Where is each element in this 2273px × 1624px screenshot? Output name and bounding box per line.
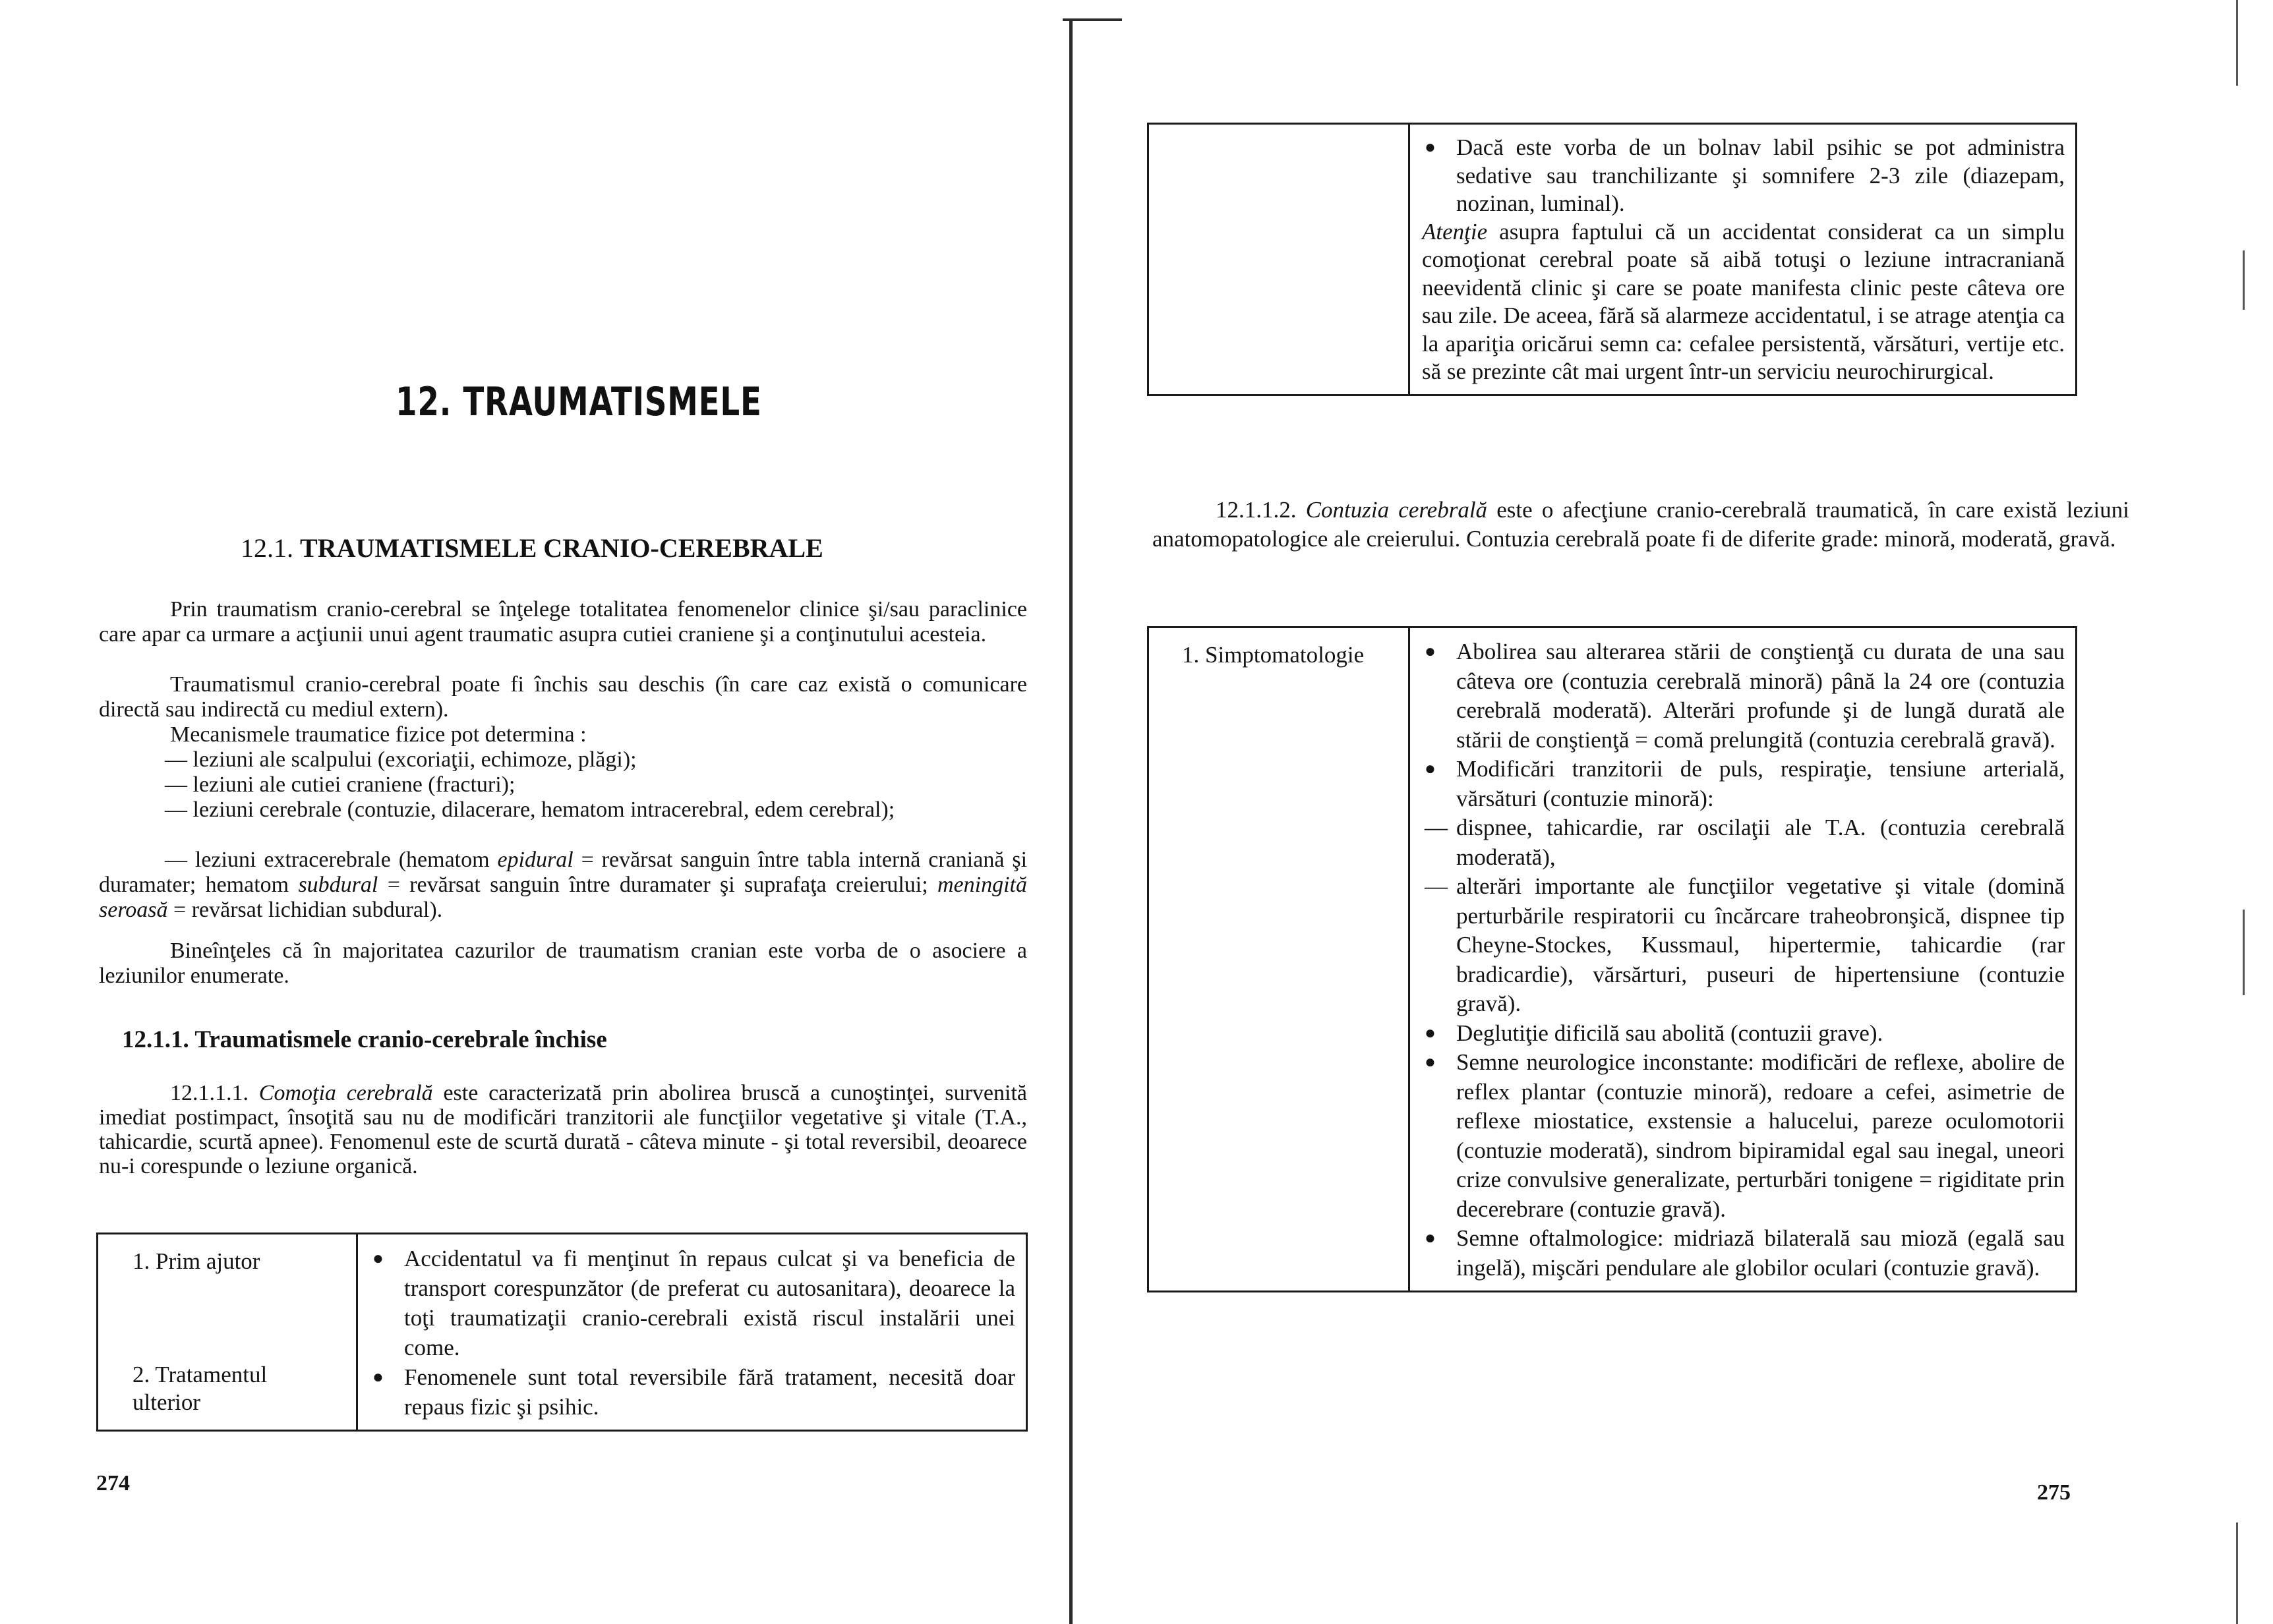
label-first-aid: 1. Prim ajutor [133,1248,260,1274]
symptom-item: ● Semne oftalmologice: midriază bilaterală sau mioză (egală sau ingelă), mişcări pendulare ale globilor oculari (contuzie gravă). [1422,1224,2065,1283]
comotia-paragraph [99,1081,1027,1178]
symptom-list [1422,637,2065,1283]
text-run: este caracterizată prin abolirea bruscă a cunoştinţei, survenită imediat postimpact, însoţită sau nu de modificări tranzitorii ale funcţiilor vegetative şi vitale (T.A., tahicardie, scurtă apnee). Fenomenul este de scurtă durată - câteva minute - şi total reversibil, deoarece nu-i corespunde o leziune organică. [99,1081,1027,1178]
contuzia-paragraph [1152,496,2129,554]
table-label-cell [1148,627,1409,1292]
comotia-table-continued [1147,123,2077,396]
symptom-item: — alterări importante ale funcţiilor vegetative şi vitale (domină perturbările respiratorii cu încărcare traheobronşică, dispnee tip Cheyne-Stockes, Kussmaul, hipertermie, tahicardie (rar bradicardie), vărsărturi, puseuri de hipertensiune (contuzie gravă). [1422,872,2065,1019]
symptom-table [1147,626,2077,1292]
page-number: 274 [96,1471,130,1495]
list-item: ● Accidentatul va fi menţinut în repaus culcat şi va beneficia de transport corespunzător (de preferat cu autosanitara), deoarece la toţi traumatizaţii cranio-cerebrali există riscul instalării unei come. [370,1244,1015,1362]
term-atentie: Atenţie [1422,218,1488,245]
term-epidural: epidural [497,848,574,872]
section-heading [241,533,823,564]
right-page [1094,0,2273,1624]
term-subdural: subdural [298,873,378,897]
closed-open-paragraph: Traumatismul cranio-cerebral poate fi închis sau deschis (în care caz există o comunicare directă sau indirectă cu mediul extern). [99,672,1027,722]
table-content-cell [1409,124,2077,395]
text-run: este o afecţiune cranio-cerebrală traumatică, în care există leziuni anatomopatologice ale creierului. Contuzia cerebrală poate fi de diferite grade: minoră, moderată, gravă. [1152,497,2129,552]
section-title: TRAUMATISMELE CRANIO-CEREBRALE [300,533,823,563]
mechanisms-paragraph: Mecanismele traumatice fizice pot determina : [170,722,587,747]
paragraph-number: 12.1.1.2. [1216,497,1306,523]
lesion-item: — leziuni cerebrale (contuzie, dilacerare, hematom intracerebral, edem cerebral); [165,798,895,822]
list-item: ● Fenomenele sunt total reversibile fără tratament, necesită doar repaus fizic şi psihic. [370,1362,1015,1422]
left-page [0,0,1081,1624]
text-run: = revărsat sanguin între tabla internă craniană şi duramater; hematom [99,848,1028,897]
lesion-item: — leziuni ale scalpului (excoriaţii, echimoze, plăgi); [165,747,637,772]
table-label-cell [98,1234,357,1431]
lesion-item: — leziuni ale cutiei craniene (fracturi); [165,772,516,797]
table-content-cell [1409,627,2077,1292]
conclusion-paragraph: Bineînţeles că în majoritatea cazurilor de traumatism cranian este vorba de o asociere a leziunilor enumerate. [99,939,1027,988]
symptom-item: ● Semne neurologice inconstante: modificări de reflexe, abolire de reflex plantar (contuzie minoră), redoare a cefei, asimetrie de reflexe miostatice, exstensie a halucelui, pareze oculomotorii (contuzie moderată), sindrom bipiramidal egal sau inegal, uneori crize convulsive generalizate, perturbări tonigene = rigiditate prin decerebrare (contuzie gravă). [1422,1048,2065,1224]
label-treatment: 2. Tratamentul ulterior [133,1362,268,1415]
text-run: asupra faptului că un accidentat considerat ca un simplu comoţionat cerebral poate să aibă totuşi o leziune intracraniană neevidentă clinic şi care se poate manifesta clinic peste câteva ore sau zile. De aceea, fără să alarmeze accidentatul, i se atrage atenţia ca la apariţia oricărui semn ca: cefalee persistentă, vărsături, vertije etc. să se prezinte cât mai urgent într-un serviciu neurochirurgical. [1422,218,2065,384]
symptom-item: ● Abolirea sau alterarea stării de conştienţă cu durata de una sau câteva ore (contuzia cerebrală minoră) până la 24 ore (contuzia cerebrală moderată). Alterări profunde şi de lungă durată ale stării de conştienţă = comă prelungită (contuzia cerebrală gravă). [1422,637,2065,755]
chapter-title: 12. TRAUMATISMELE [396,379,762,425]
list-item: ● Dacă este vorba de un bolnav labil psihic se pot administra sedative sau tranchilizante şi somnifere 2-3 zile (diazepam, nozinan, luminal). [1422,134,2065,218]
attention-note [1422,218,2065,386]
subsection-heading: 12.1.1. Traumatismele cranio-cerebrale închise [122,1026,607,1053]
empty-label-cell [1148,124,1409,395]
symptom-item: ● Deglutiţie dificilă sau abolită (contuzii grave). [1422,1019,2065,1049]
label-symptoms: 1. Simptomatologie [1182,642,1365,668]
comotia-table [96,1232,1028,1432]
term-meningita: meningită seroasă [99,873,1027,922]
text-run: = revărsat lichidian subdural). [167,898,443,922]
symptom-item: ● Modificări tranzitorii de puls, respiraţie, tensiune arterială, vărsături (contuzie minoră): [1422,755,2065,813]
paragraph-number: 12.1.1.1. [170,1081,259,1105]
text-run: — leziuni extracerebrale (hematom [165,848,498,872]
term-contuzia: Contuzia cerebrală [1305,497,1488,523]
symptom-item: — dispnee, tahicardie, rar oscilaţii ale T.A. (contuzia cerebrală moderată), [1422,813,2065,872]
text-run: = revărsat sanguin între duramater şi suprafaţa creierului; [378,873,938,897]
table-content-cell [357,1234,1027,1431]
lesion-item-extracerebral [99,848,1027,923]
term-comotia: Comoţia cerebrală [258,1081,433,1105]
section-number: 12.1. [241,533,293,563]
page-number: 275 [2037,1480,2071,1505]
definition-paragraph: Prin traumatism cranio-cerebral se înţelege totalitatea fenomenelor clinice şi/sau paraclinice care apar ca urmare a acţiunii unui agent traumatic asupra cutiei craniene şi a conţinutului acesteia. [99,597,1027,647]
